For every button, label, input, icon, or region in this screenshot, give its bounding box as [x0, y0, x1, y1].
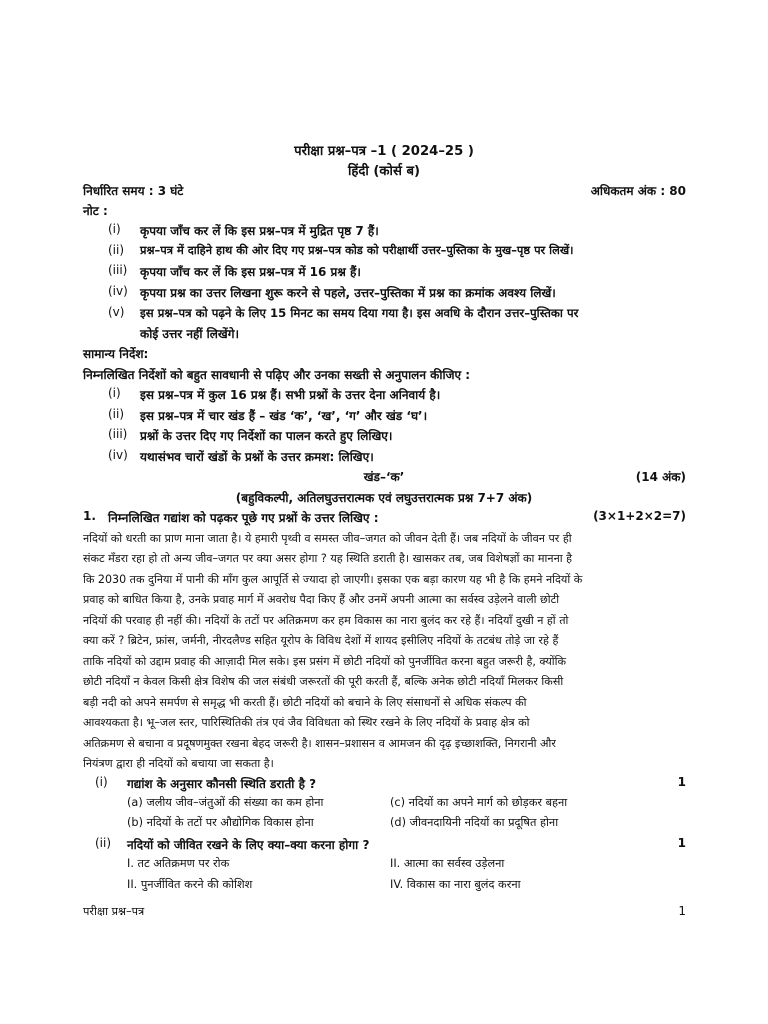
note-text: कृपया प्रश्न का उत्तर लिखना शुरू करने से पहले, उत्तर–पुस्तिका में प्रश्न का क्रमांक अवश्य लिखें।: [140, 286, 556, 300]
passage-line: प्रवाह को बाधित किया है, उनके प्रवाह मार्ग में अवरोध पैदा किए हैं और उनमें अपनी आत्मा का सर्वस्व उड़ेलने वाली छोटी: [83, 593, 560, 606]
option-b: (b) नदियों के तटों पर औद्योगिक विकास होना: [127, 816, 314, 829]
instruction-number: (iv): [108, 448, 128, 462]
note-label: नोट :: [83, 204, 108, 218]
max-marks: अधिकतम अंक : 80: [590, 184, 686, 198]
note-number: (v): [108, 305, 125, 319]
option-d: (d) जीवनदायिनी नदियों का प्रदूषित होना: [390, 816, 559, 829]
passage-line: आवश्यकता है। भू–जल स्तर, पारिस्थितिकी तंत्र एवं जैव विविधता को स्थिर रखने के लिए नदियों के प्रवाह क्षेत्र को: [83, 716, 530, 729]
footer-label: परीक्षा प्रश्न–पत्र: [83, 905, 145, 918]
note-number: (iii): [108, 263, 128, 277]
time-allowed: निर्धारित समय : 3 घंटे: [83, 184, 184, 198]
paper-subtitle: हिंदी (कोर्स ब): [347, 164, 421, 179]
passage-line: क्या करें ? ब्रिटेन, फ्रांस, जर्मनी, नीरदलैण्ड सहित यूरोप के विविध देशों में शायद इसीलिए नदियों के तटबंध तोड़े जा रहे हैं: [83, 634, 559, 647]
instruction-text: इस प्रश्न–पत्र में चार खंड हैं – खंड ‘क’, ‘ख’, ‘ग’ और खंड ‘घ’।: [140, 409, 428, 423]
instruction-text: यथासंभव चारों खंडों के प्रश्नों के उत्तर क्रमश: लिखिए।: [140, 450, 374, 464]
instruction-number: (i): [108, 386, 121, 400]
note-text-continued: कोई उत्तर नहीं लिखेंगे।: [140, 327, 240, 341]
option-i: I. तट अतिक्रमण पर रोक: [127, 857, 230, 870]
instruction-text: इस प्रश्न–पत्र में कुल 16 प्रश्न हैं। सभी प्रश्नों के उत्तर देना अनिवार्य है।: [140, 388, 441, 402]
option-iii: II. पुनर्जीवित करने की कोशिश: [127, 878, 253, 891]
subquestion-text: गद्यांश के अनुसार कौनसी स्थिति डराती है ?: [127, 777, 317, 791]
note-number: (ii): [108, 243, 125, 257]
note-number: (i): [108, 222, 121, 236]
note-text: कृपया जाँच कर लें कि इस प्रश्न–पत्र में 16 प्रश्न हैं।: [140, 265, 361, 279]
passage-line: कि 2030 तक दुनिया में पानी की माँग कुल आपूर्ति से ज्यादा हो जाएगी। इसका एक बड़ा कारण यह भी है कि हमने नदियों के: [83, 573, 583, 586]
subquestion-marks: 1: [677, 775, 686, 789]
question-number: 1.: [83, 509, 96, 523]
passage-line: नदियों को धरती का प्राण माना जाता है। ये हमारी पृथ्वी व समस्त जीव–जगत को जीवन देती हैं। जब नदियों के जीवन पर ही: [83, 532, 572, 545]
option-ii: II. आत्मा का सर्वस्व उड़ेलना: [390, 857, 505, 870]
passage-line: नदियों की परवाह ही नहीं की। नदियों के तटों पर अतिक्रमण कर हम विकास का नारा बुलंद कर रहे हैं। नदियाँ दुखी न हों तो: [83, 614, 569, 627]
instruction-number: (iii): [108, 427, 128, 441]
section-marks: (14 अंक): [635, 470, 686, 484]
question-text: निम्नलिखित गद्यांश को पढ़कर पूछे गए प्रश्नों के उत्तर लिखिए :: [108, 511, 379, 525]
passage-line: ताकि नदियों को उद्दाम प्रवाह की आज़ादी मिल सके। इस प्रसंग में छोटी नदियों को पुनर्जीवित करना बहुत जरूरी है, क्योंकि: [83, 655, 567, 668]
passage-line: संकट मँडरा रहा हो तो अन्य जीव–जगत पर क्या असर होगा ? यह स्थिति डराती है। खासकर तब, जब विशेषज्ञों का मानना है: [83, 552, 573, 565]
passage-line: बड़ी नदी को अपने समर्पण से समृद्ध भी करती हैं। छोटी नदियों को बचाने के लिए संसाधनों से अधिक संकल्प की: [83, 696, 527, 709]
subquestion-number: (ii): [95, 836, 112, 850]
passage-line: नियंत्रण द्वारा ही नदियों को बचाया जा सकता है।: [83, 757, 274, 770]
note-text: प्रश्न–पत्र में दाहिने हाथ की ओर दिए गए प्रश्न–पत्र कोड को परीक्षार्थी उत्तर–पुस्तिका के मुख–पृष्ठ पर लिखें।: [140, 243, 574, 257]
section-title: खंड–‘क’: [363, 470, 405, 484]
note-text: इस प्रश्न–पत्र को पढ़ने के लिए 15 मिनट का समय दिया गया है। इस अवधि के दौरान उत्तर–पुस्तिका पर: [140, 306, 579, 320]
question-marks: (3×1+2×2=7): [593, 509, 686, 523]
note-text: कृपया जाँच कर लें कि इस प्रश्न–पत्र में मुद्रित पृष्ठ 7 हैं।: [140, 224, 379, 238]
instruction-number: (ii): [108, 407, 125, 421]
general-instructions-heading: सामान्य निर्देश:: [83, 347, 149, 361]
passage-line: अतिक्रमण से बचाना व प्रदूषणमुक्त रखना बेहद जरूरी है। शासन–प्रशासन व आमजन की दृढ़ इच्छाशक्ति, निगरानी और: [83, 737, 556, 750]
subquestion-number: (i): [95, 775, 108, 789]
subquestion-marks: 1: [677, 836, 686, 850]
option-a: (a) जलीय जीव–जंतुओं की संख्या का कम होना: [127, 796, 324, 809]
option-iv: IV. विकास का नारा बुलंद करना: [390, 878, 521, 891]
paper-title: परीक्षा प्रश्न–पत्र –1 ( 2024–25 ): [294, 144, 474, 159]
option-c: (c) नदियों का अपने मार्ग को छोड़कर बहना: [390, 796, 568, 809]
page-number: 1: [678, 904, 686, 918]
note-number: (iv): [108, 284, 128, 298]
passage-line: छोटी नदियाँ न केवल किसी क्षेत्र विशेष की जल संबंधी जरूरतों की पूरी करती हैं, बल्कि अनेक छोटी नदियाँ मिलकर किसी: [83, 675, 564, 688]
section-subtitle: (बहुविकल्पी, अतिलघुउत्तरात्मक एवं लघुउत्तरात्मक प्रश्न 7+7 अंक): [235, 491, 533, 505]
subquestion-text: नदियों को जीवित रखने के लिए क्या–क्या करना होगा ?: [127, 838, 370, 852]
instruction-text: प्रश्नों के उत्तर दिए गए निर्देशों का पालन करते हुए लिखिए।: [140, 429, 393, 443]
general-instructions-intro: निम्नलिखित निर्देशों को बहुत सावधानी से पढ़िए और उनका सख्ती से अनुपालन कीजिए :: [83, 368, 471, 382]
